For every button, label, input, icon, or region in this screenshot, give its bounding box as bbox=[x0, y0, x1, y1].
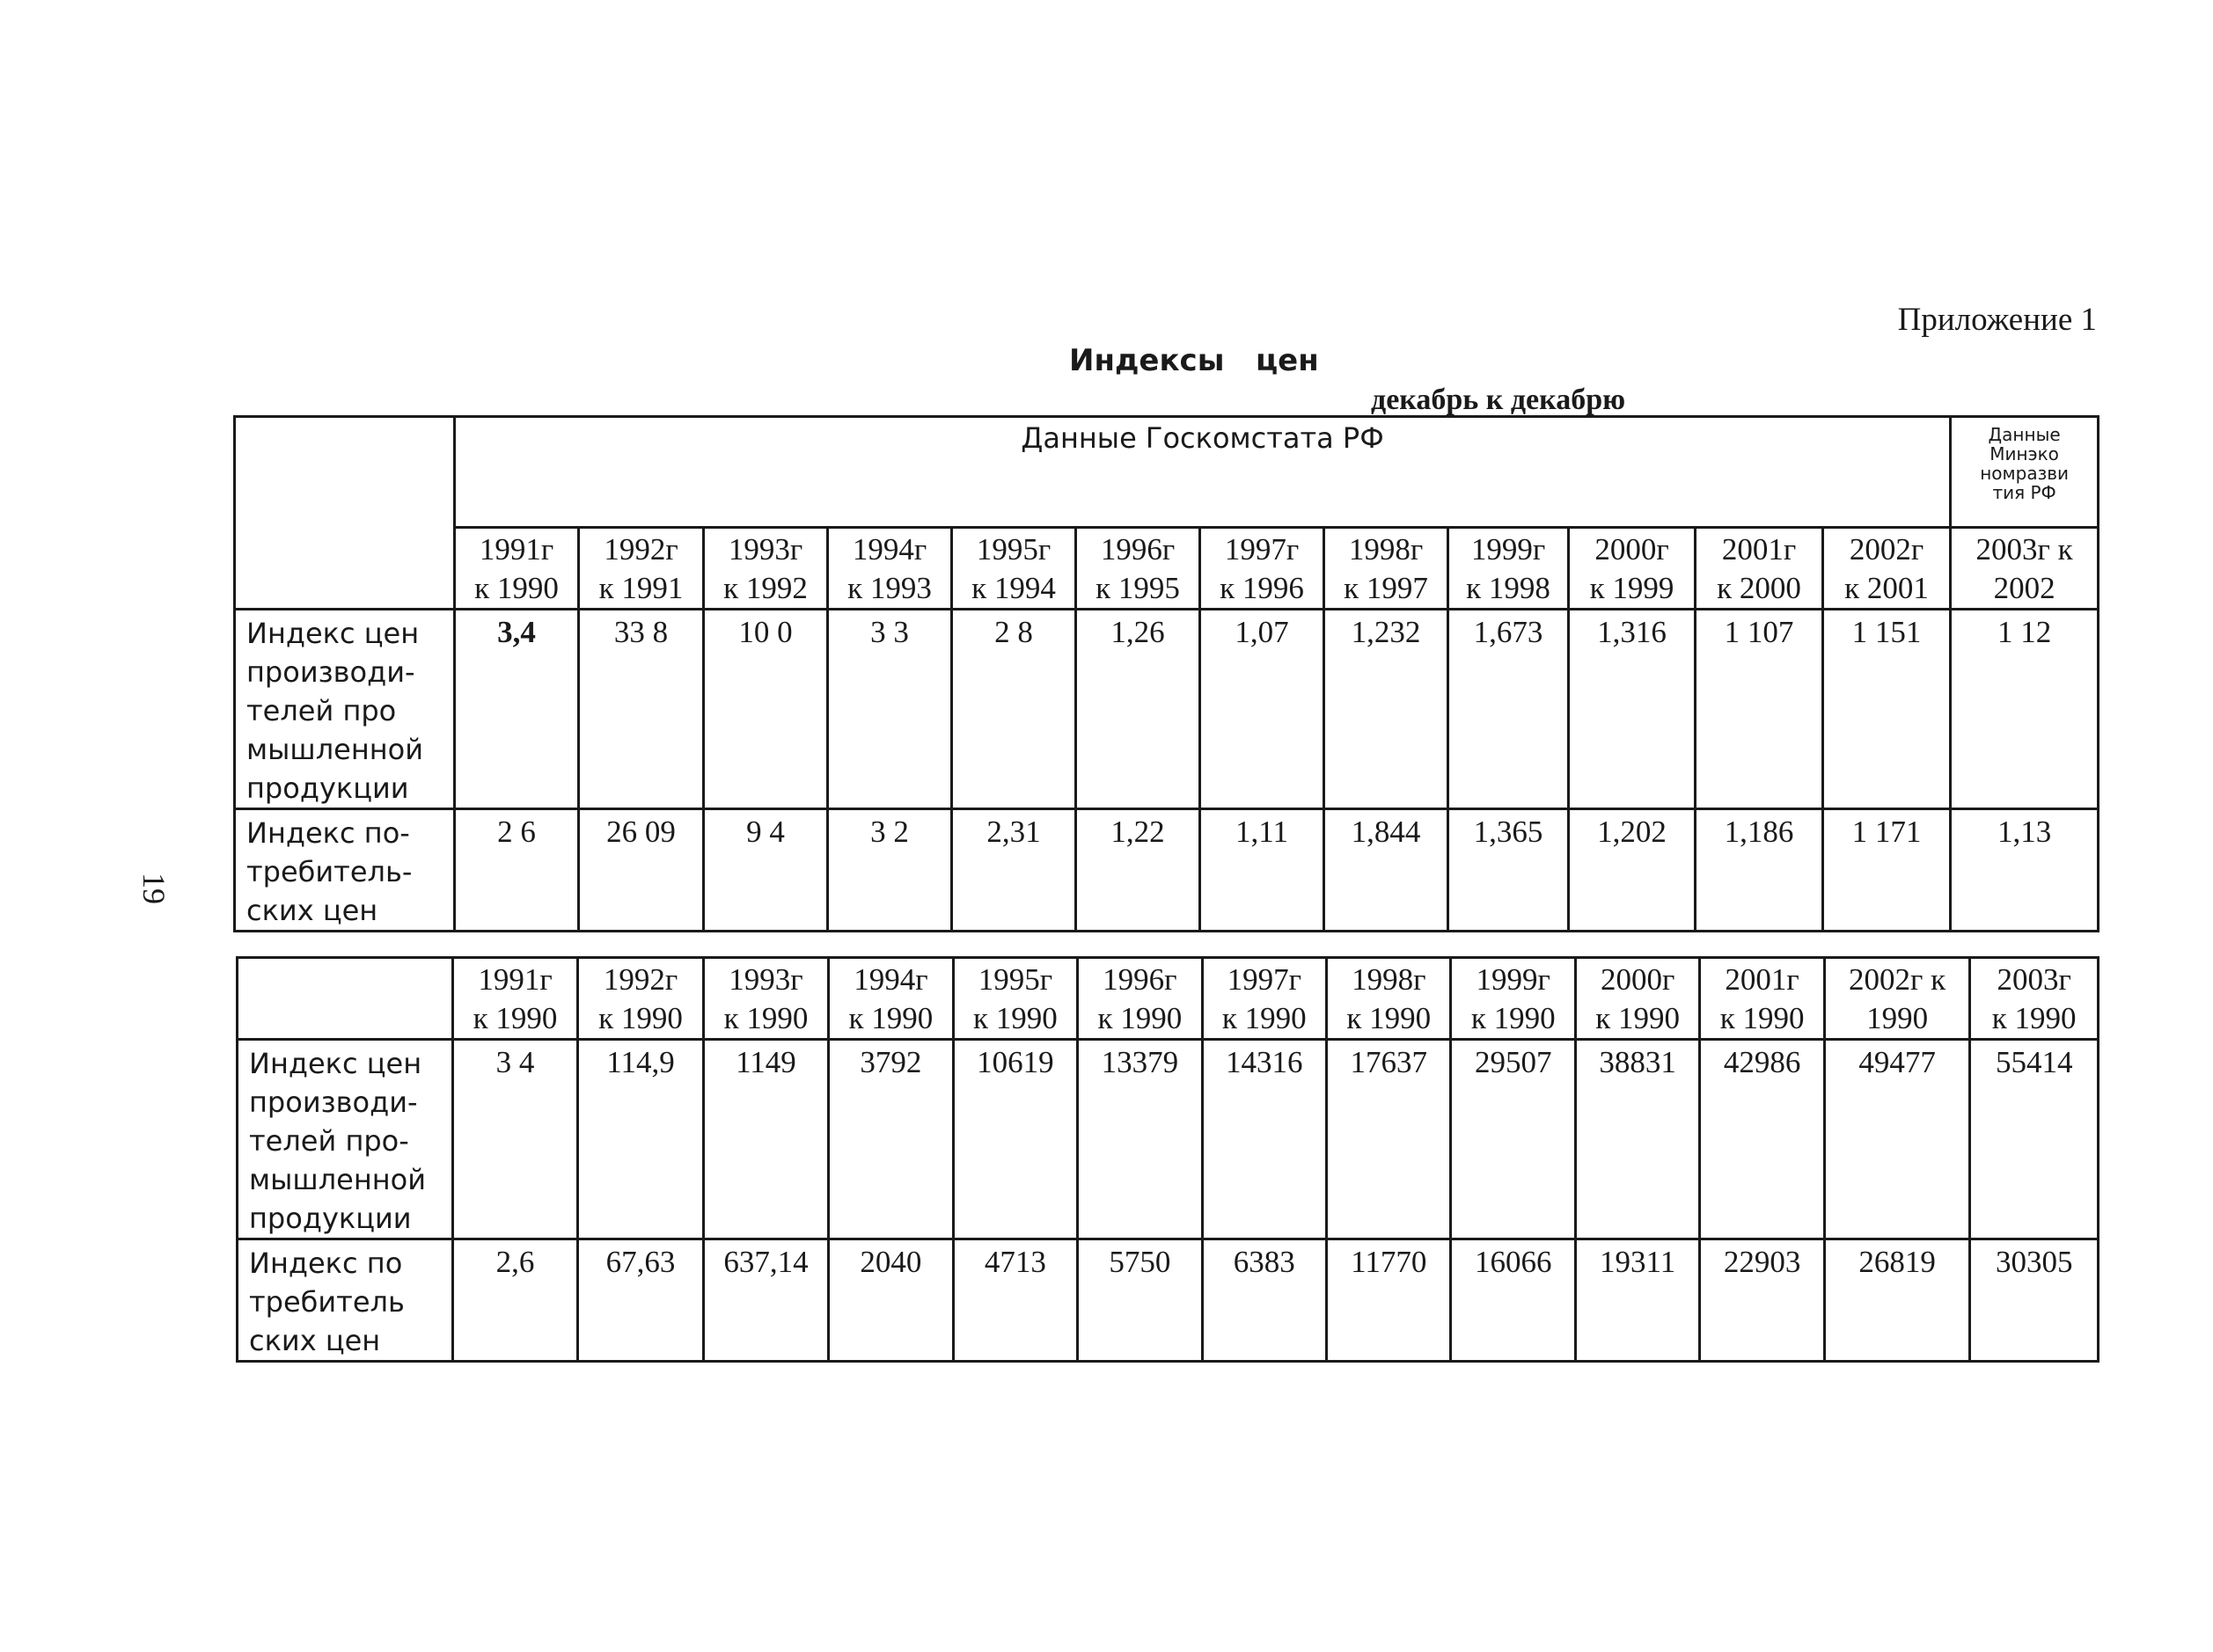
value-cell: 14316 bbox=[1202, 1040, 1326, 1239]
value-cell: 637,14 bbox=[703, 1239, 828, 1362]
year-header-row bbox=[238, 958, 2099, 1040]
year-header-cell: 2001г к 1990 bbox=[1700, 958, 1824, 1040]
value-cell: 16066 bbox=[1451, 1239, 1575, 1362]
value-cell: 10619 bbox=[953, 1040, 1077, 1239]
value-cell: 1 151 bbox=[1823, 610, 1951, 809]
value-cell: 19311 bbox=[1575, 1239, 1699, 1362]
goskomstat-header: Данные Госкомстата РФ bbox=[455, 417, 1951, 528]
value-cell: 9 4 bbox=[704, 809, 828, 932]
value-cell: 2040 bbox=[829, 1239, 953, 1362]
value-cell: 1 171 bbox=[1823, 809, 1951, 932]
value-cell: 5750 bbox=[1078, 1239, 1202, 1362]
value-cell: 1,202 bbox=[1569, 809, 1696, 932]
value-cell: 3,4 bbox=[455, 610, 579, 809]
table-row bbox=[235, 610, 2099, 809]
year-header-cell: 1992г к 1991 bbox=[579, 528, 704, 610]
year-header-cell: 1993г к 1990 bbox=[703, 958, 828, 1040]
value-cell: 1149 bbox=[703, 1040, 828, 1239]
value-cell: 2,6 bbox=[452, 1239, 577, 1362]
value-cell: 1,365 bbox=[1448, 809, 1569, 932]
value-cell: 49477 bbox=[1824, 1040, 1970, 1239]
value-cell: 1,07 bbox=[1200, 610, 1324, 809]
year-header-cell: 1992г к 1990 bbox=[578, 958, 703, 1040]
year-header-cell: 1995г к 1990 bbox=[953, 958, 1077, 1040]
value-cell: 38831 bbox=[1575, 1040, 1699, 1239]
year-header-cell: 1997г к 1990 bbox=[1202, 958, 1326, 1040]
value-cell: 6383 bbox=[1202, 1239, 1326, 1362]
year-header-cell: 2003г к 2002 bbox=[1951, 528, 2099, 610]
year-header-cell: 1991г к 1990 bbox=[452, 958, 577, 1040]
value-cell: 1,22 bbox=[1076, 809, 1200, 932]
year-header-cell: 1998г к 1990 bbox=[1327, 958, 1451, 1040]
value-cell: 3 2 bbox=[828, 809, 952, 932]
value-cell: 1 12 bbox=[1951, 610, 2099, 809]
year-header-cell: 2002г к 1990 bbox=[1824, 958, 1970, 1040]
table-row bbox=[238, 1040, 2099, 1239]
minek-header: Данные Минэко номразви тия РФ bbox=[1951, 417, 2099, 528]
value-cell: 1,316 bbox=[1569, 610, 1696, 809]
value-cell: 2 6 bbox=[455, 809, 579, 932]
year-header-cell: 1995г к 1994 bbox=[952, 528, 1076, 610]
value-cell: 114,9 bbox=[578, 1040, 703, 1239]
price-index-table-annual bbox=[233, 415, 2099, 932]
value-cell: 10 0 bbox=[704, 610, 828, 809]
value-cell: 4713 bbox=[953, 1239, 1077, 1362]
year-header-row bbox=[235, 528, 2099, 610]
value-cell: 3 4 bbox=[452, 1040, 577, 1239]
year-header-cell: 2000г к 1999 bbox=[1569, 528, 1696, 610]
row-label: Индекс по требитель ских цен bbox=[238, 1239, 453, 1362]
value-cell: 2 8 bbox=[952, 610, 1076, 809]
value-cell: 26 09 bbox=[579, 809, 704, 932]
page-number: 19 bbox=[136, 873, 172, 904]
value-cell: 67,63 bbox=[578, 1239, 703, 1362]
year-header-cell: 1999г к 1998 bbox=[1448, 528, 1569, 610]
value-cell: 55414 bbox=[1970, 1040, 2099, 1239]
value-cell: 33 8 bbox=[579, 610, 704, 809]
year-header-cell: 1994г к 1990 bbox=[829, 958, 953, 1040]
table-row bbox=[238, 1239, 2099, 1362]
value-cell: 1,673 bbox=[1448, 610, 1569, 809]
year-header-cell: 1991г к 1990 bbox=[455, 528, 579, 610]
value-cell: 42986 bbox=[1700, 1040, 1824, 1239]
value-cell: 30305 bbox=[1970, 1239, 2099, 1362]
year-header-cell: 1998г к 1997 bbox=[1324, 528, 1448, 610]
table-row bbox=[235, 809, 2099, 932]
value-cell: 1,13 bbox=[1951, 809, 2099, 932]
value-cell: 1 107 bbox=[1696, 610, 1823, 809]
value-cell: 3 3 bbox=[828, 610, 952, 809]
year-header-cell: 2003г к 1990 bbox=[1970, 958, 2099, 1040]
corner-cell bbox=[235, 417, 455, 610]
value-cell: 13379 bbox=[1078, 1040, 1202, 1239]
value-cell: 22903 bbox=[1700, 1239, 1824, 1362]
value-cell: 29507 bbox=[1451, 1040, 1575, 1239]
year-header-cell: 1993г к 1992 bbox=[704, 528, 828, 610]
document-subtitle: декабрь к декабрю bbox=[1371, 384, 1626, 416]
year-header-cell: 1996г к 1990 bbox=[1078, 958, 1202, 1040]
year-header-cell: 1999г к 1990 bbox=[1451, 958, 1575, 1040]
price-index-table-cumulative bbox=[236, 956, 2099, 1363]
value-cell: 1,232 bbox=[1324, 610, 1448, 809]
year-header-cell: 2001г к 2000 bbox=[1696, 528, 1823, 610]
year-header-cell: 2000г к 1990 bbox=[1575, 958, 1699, 1040]
year-header-cell: 1994г к 1993 bbox=[828, 528, 952, 610]
value-cell: 2,31 bbox=[952, 809, 1076, 932]
appendix-label: Приложение 1 bbox=[1897, 302, 2097, 338]
value-cell: 11770 bbox=[1327, 1239, 1451, 1362]
year-header-cell: 1996г к 1995 bbox=[1076, 528, 1200, 610]
document-title: Индексы цен bbox=[1069, 343, 1319, 378]
corner-cell bbox=[238, 958, 453, 1040]
row-label: Индекс цен производи- телей про мышленной продукции bbox=[235, 610, 455, 809]
row-label: Индекс по- требитель- ских цен bbox=[235, 809, 455, 932]
year-header-cell: 2002г к 2001 bbox=[1823, 528, 1951, 610]
value-cell: 17637 bbox=[1327, 1040, 1451, 1239]
value-cell: 1,26 bbox=[1076, 610, 1200, 809]
year-header-cell: 1997г к 1996 bbox=[1200, 528, 1324, 610]
value-cell: 1,844 bbox=[1324, 809, 1448, 932]
value-cell: 1,11 bbox=[1200, 809, 1324, 932]
value-cell: 26819 bbox=[1824, 1239, 1970, 1362]
value-cell: 1,186 bbox=[1696, 809, 1823, 932]
value-cell: 3792 bbox=[829, 1040, 953, 1239]
row-label: Индекс цен производи- телей про- мышленной продукции bbox=[238, 1040, 453, 1239]
